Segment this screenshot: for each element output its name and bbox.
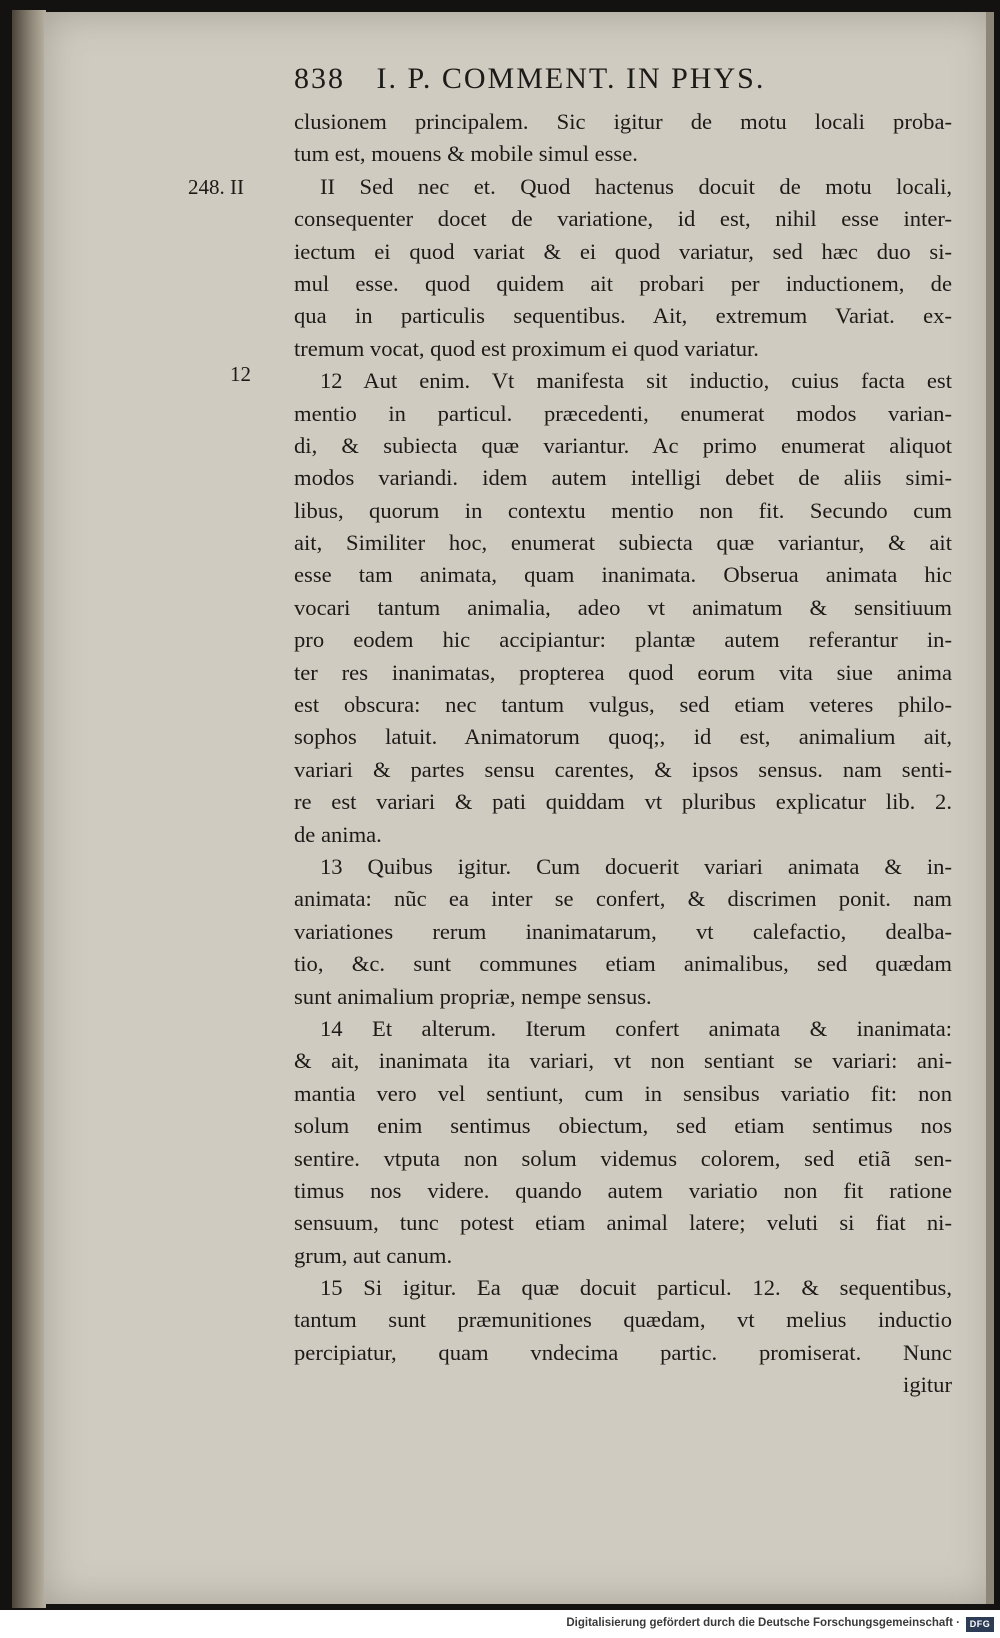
book-spine-edge [12,10,46,1608]
text-line: solum enim sentimus obiectum, sed etiam sentimus nos [294,1113,952,1139]
text-line: ait, Similiter hoc, enumerat subiecta quæ variantur, & ait [294,530,952,556]
margin-note-12: 12 [230,362,251,386]
text-line: sensuum, tunc potest etiam animal latere; veluti si fiat ni- [294,1210,952,1236]
margin-note-248-11: 248. II [188,175,244,199]
text-line: vocari tantum animalia, adeo vt animatum & sensitiuum [294,594,952,620]
text-line: 12 Aut enim. Vt manifesta sit inductio, cuius facta est [320,368,952,394]
text-line: sunt animalium propriæ, nempe sensus. [294,983,652,1009]
text-line: est obscura: nec tantum vulgus, sed etiam veteres philo- [294,692,952,718]
text-line: mul esse. quod quidem ait probari per inductionem, de [294,270,952,296]
page-edge-right [986,12,994,1604]
text-line: tio, &c. sunt communes etiam animalibus, sed quædam [294,951,952,977]
text-line: re est variari & pati quiddam vt pluribus explicatur lib. 2. [294,789,952,815]
text-line: libus, quorum in contextu mentio non fit. Secundo cum [294,497,952,523]
text-line: 13 Quibus igitur. Cum docuerit variari animata & in- [320,853,952,879]
text-line: tum est, mouens & mobile simul esse. [294,141,638,167]
text-line: consequenter docet de variatione, id est, nihil esse inter- [294,206,952,232]
text-line: sentire. vtputa non solum videmus colorem, sed etiã sen- [294,1145,952,1171]
text-line: sophos latuit. Animatorum quoq;, id est, animalium ait, [294,724,952,750]
funding-credit: Digitalisierung gefördert durch die Deutsche Forschungsgemeinschaft · [566,1617,960,1629]
text-line: mentio in particul. præcedenti, enumerat modos varian- [294,400,952,426]
digitization-footer [0,1614,1000,1638]
text-line: mantia vero vel sentiunt, cum in sensibus variatio fit: non [294,1080,952,1106]
text-line: tantum sunt præmunitiones quædam, vt melius inductio [294,1307,952,1333]
text-line: pro eodem hic accipiantur: plantæ autem referantur in- [294,627,952,653]
text-line: & ait, inanimata ita variari, vt non sentiant se variari: ani- [294,1048,952,1074]
text-line: de anima. [294,821,382,847]
running-header [294,62,954,100]
text-line: iectum ei quod variat & ei quod variatur, sed hæc duo si- [294,238,952,264]
text-line: variationes rerum inanimatarum, vt calefactio, dealba- [294,918,952,944]
text-line: variari & partes sensu carentes, & ipsos sensus. nam senti- [294,756,952,782]
text-line: animata: nũc ea inter se confert, & discrimen ponit. nam [294,886,952,912]
page-body-text [294,106,952,1402]
text-line: percipiatur, quam vndecima partic. promiserat. Nunc [294,1339,952,1365]
text-line: qua in particulis sequentibus. Ait, extremum Variat. ex- [294,303,952,329]
text-line: 14 Et alterum. Iterum confert animata & inanimata: [320,1015,952,1041]
text-line: tremum vocat, quod est proximum ei quod variatur. [294,335,759,361]
dfg-logo-icon: DFG [966,1617,994,1632]
text-line: clusionem principalem. Sic igitur de motu locali proba- [294,109,952,134]
text-line: modos variandi. idem autem intelligi debet de aliis simi- [294,465,952,491]
page-number: 838 [294,62,345,95]
catchword: igitur [903,1372,952,1398]
text-line: di, & subiecta quæ variantur. Ac primo enumerat aliquot [294,432,952,458]
text-line: 15 Si igitur. Ea quæ docuit particul. 12. & sequentibus, [320,1275,952,1301]
text-line: ter res inanimatas, propterea quod eorum vita siue anima [294,659,952,685]
text-line: timus nos videre. quando autem variatio non fit ratione [294,1177,952,1203]
text-line: II Sed nec et. Quod hactenus docuit de motu locali, [320,173,952,199]
running-title: I. P. COMMENT. IN PHYS. [376,62,766,95]
text-line: esse tam animata, quam inanimata. Obserua animata hic [294,562,952,588]
text-line: grum, aut canum. [294,1242,453,1268]
